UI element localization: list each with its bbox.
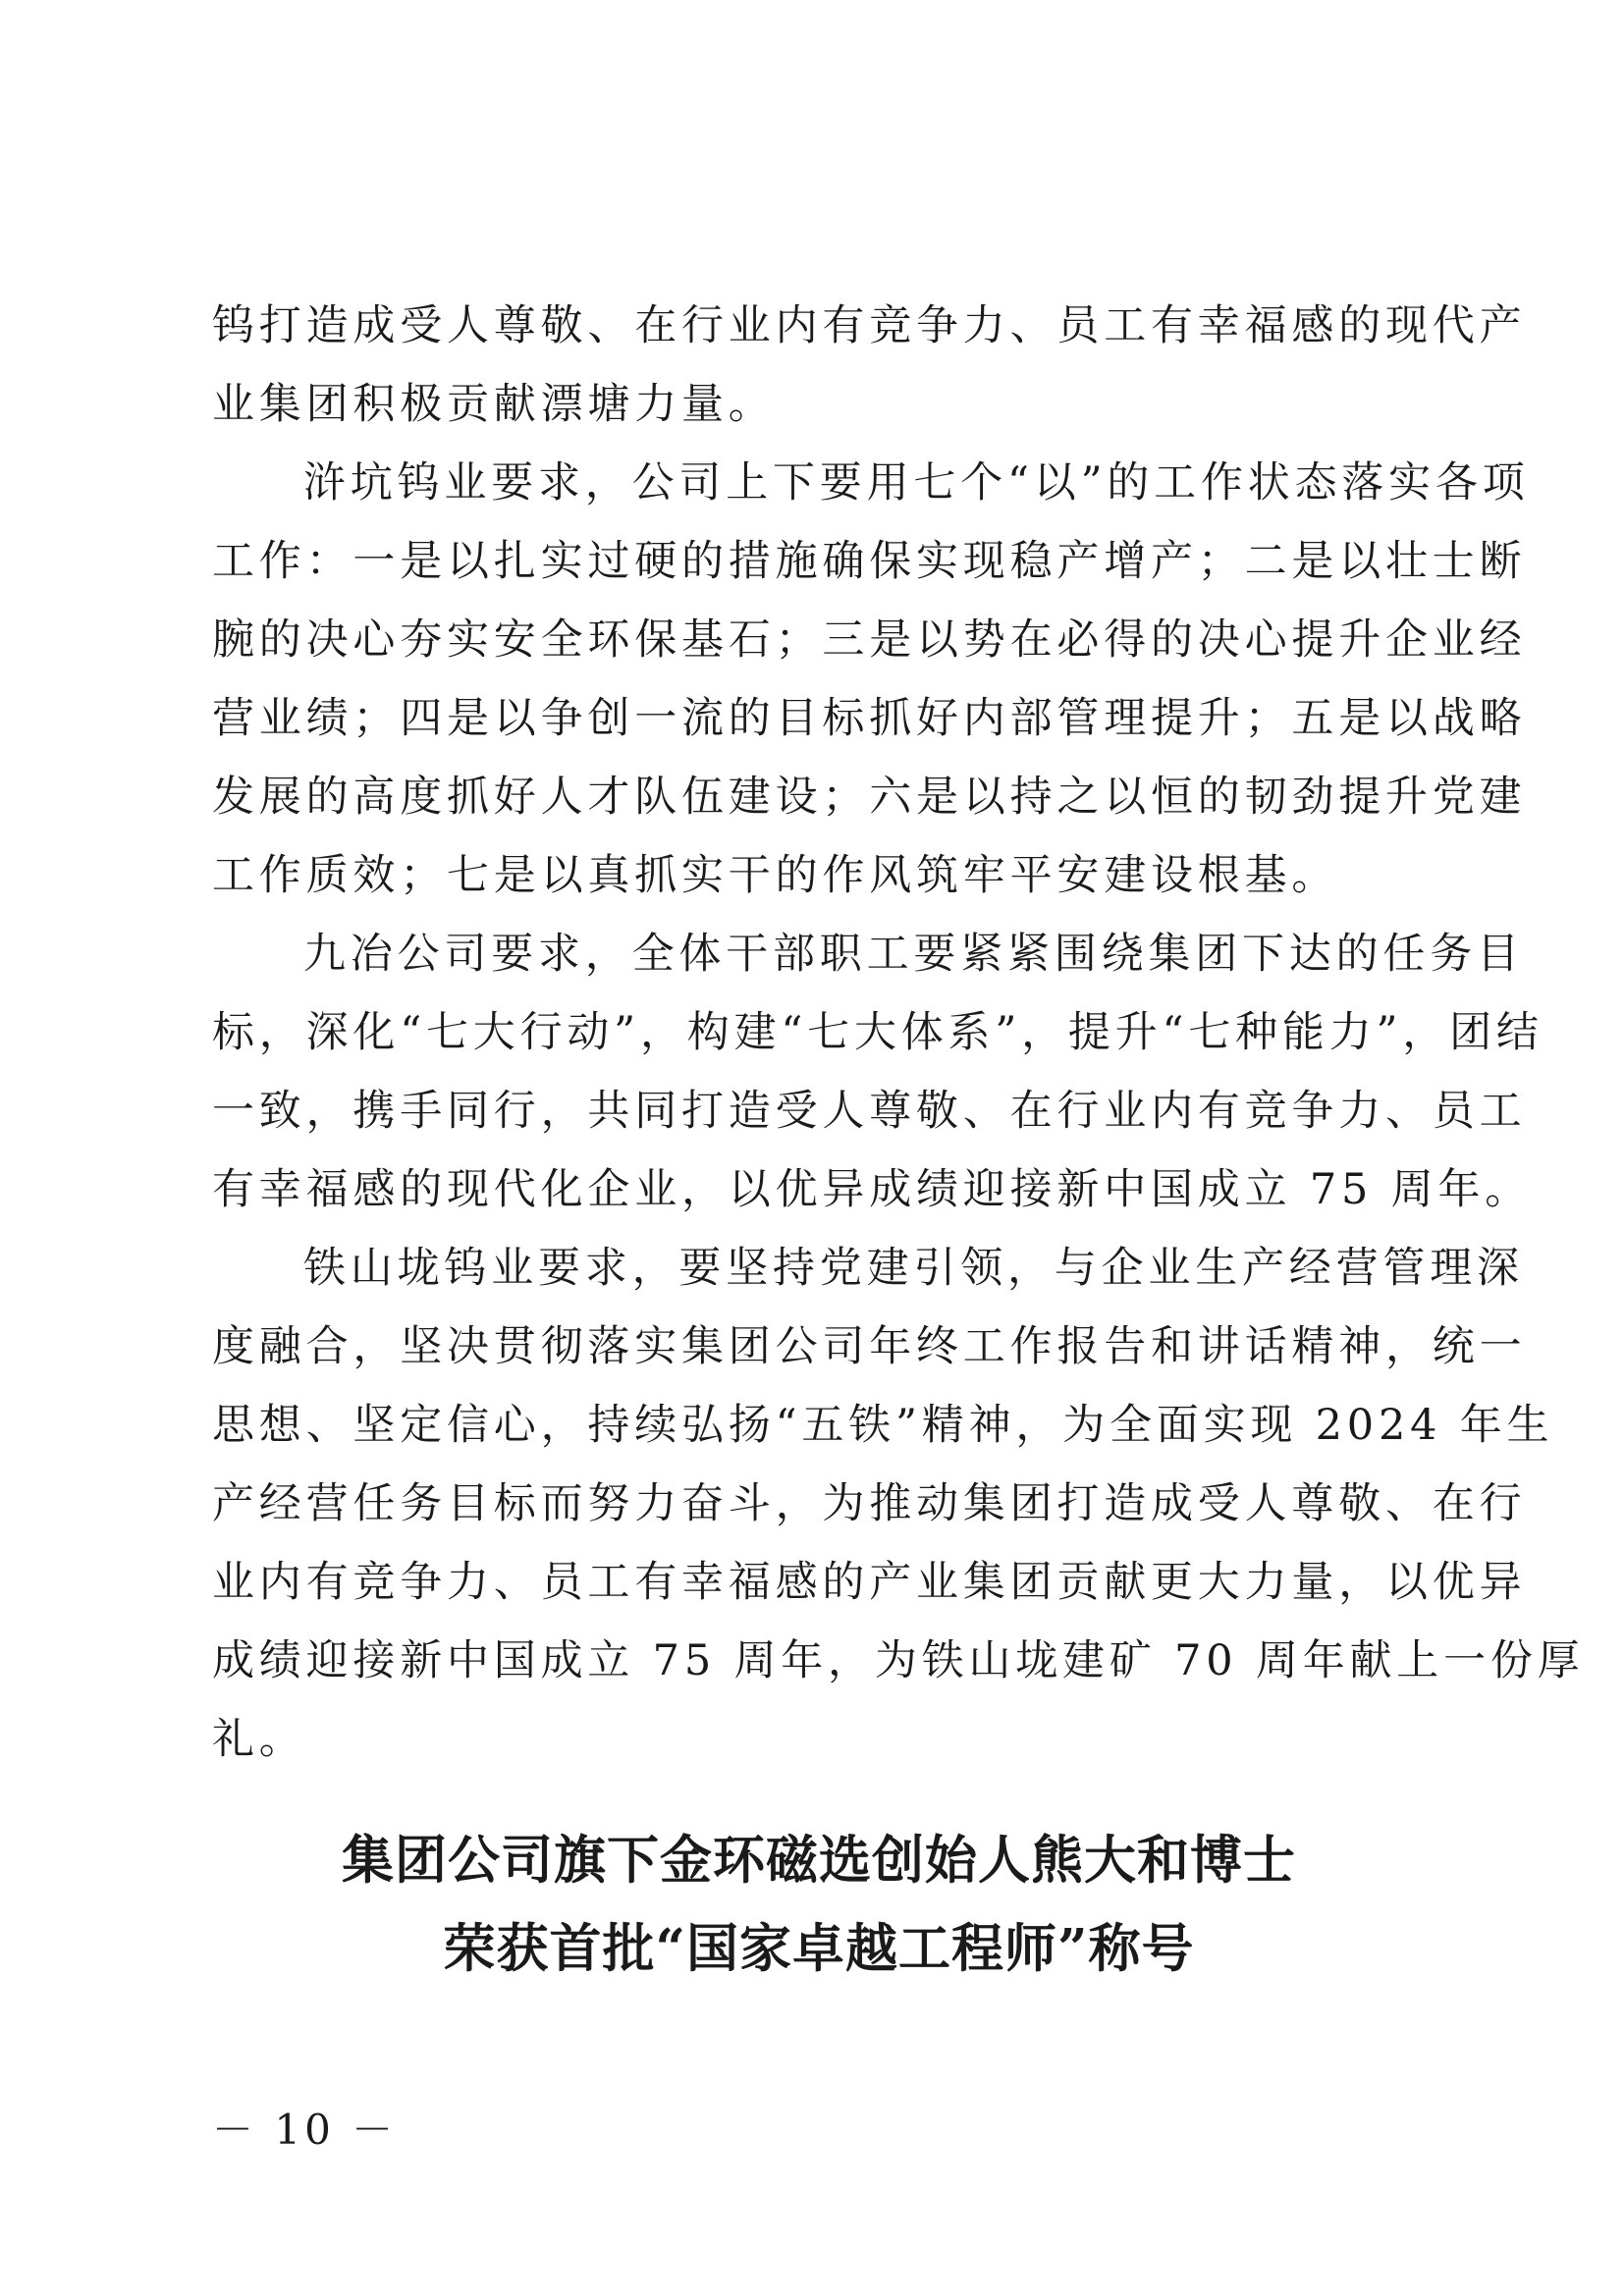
paragraph-4-line-5: 业内有竞争力、员工有幸福感的产业集团贡献更大力量，以优异 — [212, 1558, 1527, 1607]
paragraph-1-line-2: 业集团积极贡献漂塘力量。 — [212, 380, 776, 429]
paragraph-4-line-1: 铁山垅钨业要求，要坚持党建引领，与企业生产经营管理深 — [303, 1244, 1524, 1293]
paragraph-2-line-5: 发展的高度抓好人才队伍建设；六是以持之以恒的韧劲提升党建 — [212, 773, 1527, 822]
paragraph-4-line-6: 成绩迎接新中国成立 75 周年，为铁山垅建矿 70 周年献上一份厚 — [212, 1636, 1585, 1685]
paragraph-3-line-1: 九冶公司要求，全体干部职工要紧紧围绕集团下达的任务目 — [303, 930, 1524, 979]
paragraph-2-line-3: 腕的决心夯实安全环保基石；三是以势在必得的决心提升企业经 — [212, 615, 1527, 665]
body-text — [212, 287, 1585, 1779]
paragraph-4-line-2: 度融合，坚决贯彻落实集团公司年终工作报告和讲话精神，统一 — [212, 1322, 1527, 1371]
paragraph-4-line-7: 礼。 — [212, 1715, 306, 1764]
paragraph-4-line-4: 产经营任务目标而努力奋斗，为推动集团打造成受人尊敬、在行 — [212, 1479, 1527, 1528]
paragraph-2-line-6: 工作质效；七是以真抓实干的作风筑牢平安建设根基。 — [212, 851, 1339, 900]
paragraph-4-line-3: 思想、坚定信心，持续弘扬“五铁”精神，为全面实现 2024 年生 — [212, 1401, 1554, 1450]
paragraph-2-line-4: 营业绩；四是以争创一流的目标抓好内部管理提升；五是以战略 — [212, 694, 1527, 743]
paragraph-2-line-2: 工作：一是以扎实过硬的措施确保实现稳产增产；二是以壮士断 — [212, 537, 1527, 586]
page-number: － 10 － — [212, 2106, 398, 2154]
paragraph-3-line-3: 一致，携手同行，共同打造受人尊敬、在行业内有竞争力、员工 — [212, 1087, 1527, 1136]
paragraph-1-line-1: 钨打造成受人尊敬、在行业内有竞争力、员工有幸福感的现代产 — [212, 301, 1527, 350]
article-headline — [212, 1816, 1426, 1993]
headline-line-1: 集团公司旗下金环磁选创始人熊大和博士 — [342, 1830, 1296, 1891]
paragraph-3-line-4: 有幸福感的现代化企业，以优异成绩迎接新中国成立 75 周年。 — [212, 1165, 1533, 1214]
paragraph-3-line-2: 标，深化“七大行动”，构建“七大体系”，提升“七种能力”，团结 — [212, 1008, 1543, 1057]
headline-line-2: 荣获首批“国家卓越工程师”称号 — [443, 1918, 1195, 1979]
paragraph-2-line-1: 浒坑钨业要求，公司上下要用七个“以”的工作状态落实各项 — [303, 458, 1530, 507]
